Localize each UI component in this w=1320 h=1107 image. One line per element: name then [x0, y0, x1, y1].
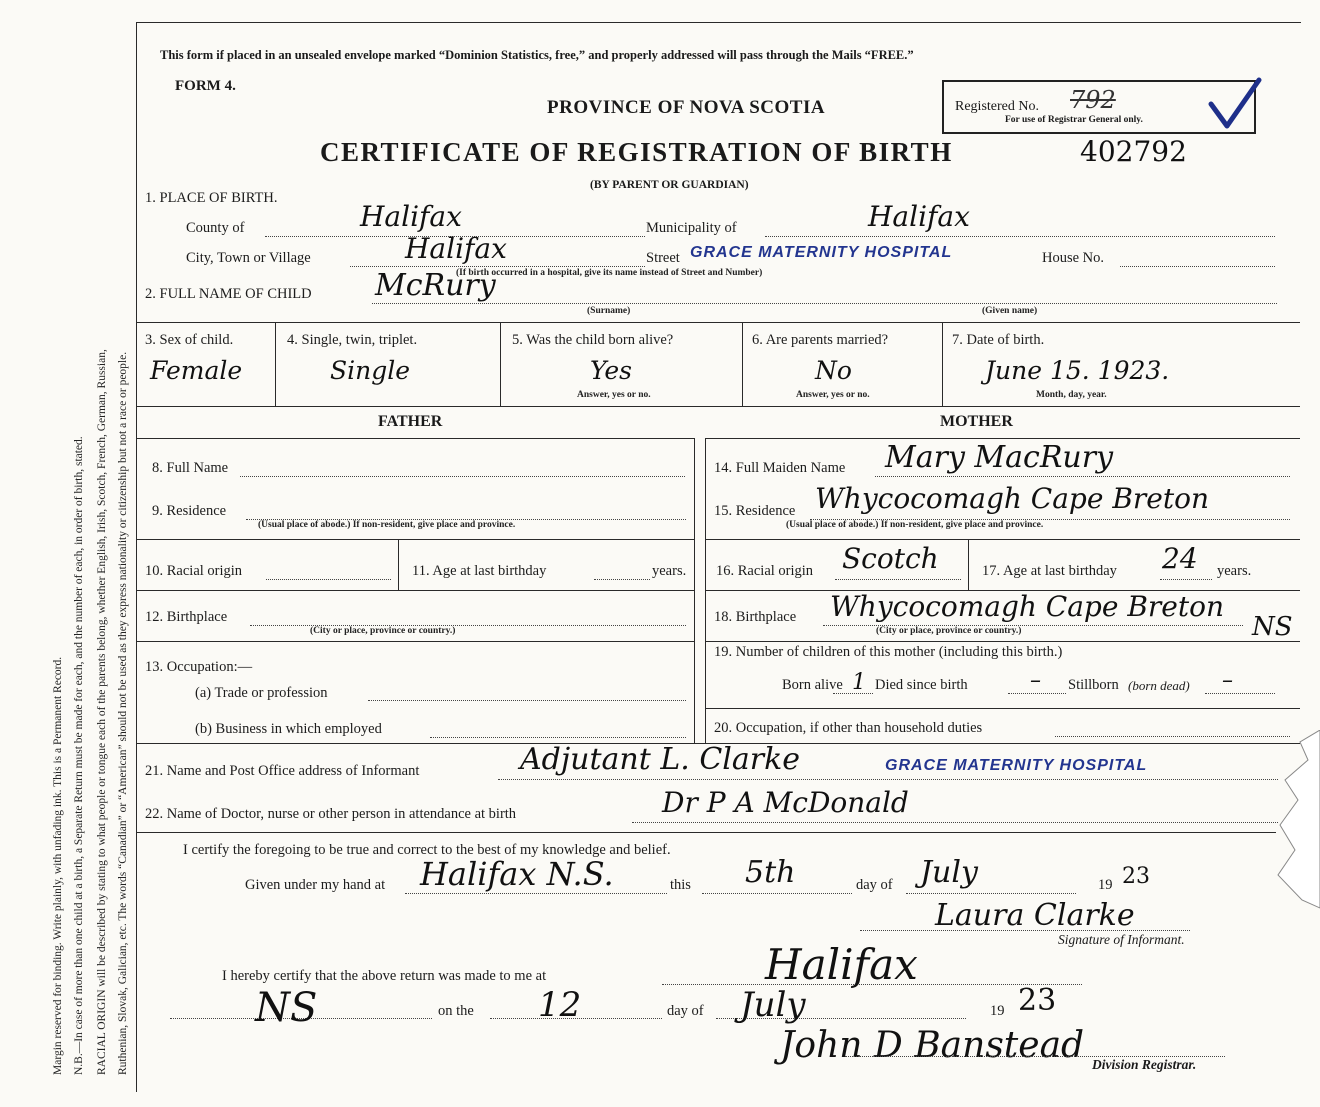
sex-label: 3. Sex of child. [145, 332, 234, 348]
given-place-value: Halifax N.S. [420, 855, 614, 893]
mother-age-line [1160, 579, 1212, 580]
dob-value: June 15. 1923. [985, 356, 1170, 385]
father-residence-label: 9. Residence [152, 503, 227, 519]
stillborn-note: (born dead) [1128, 678, 1190, 693]
certification-statement: I certify the foregoing to be true and correct to the best of my knowledge and belief. [183, 842, 671, 858]
doctor-label: 22. Name of Doctor, nurse or other person in attendance at birth [145, 806, 517, 822]
given-day-line [702, 893, 852, 894]
mother-birthplace-value: Whycocomagh Cape Breton [830, 590, 1224, 623]
left-border [136, 22, 137, 1092]
this-label: this [670, 877, 691, 893]
father-racial-divider [398, 539, 399, 590]
father-name-label: 8. Full Name [152, 460, 229, 476]
stillborn-line [1205, 693, 1275, 694]
municipality-line [765, 236, 1275, 237]
place-of-birth-label: 1. PLACE OF BIRTH. [145, 190, 278, 206]
given-day-of-label: day of [856, 877, 893, 893]
born-alive-label: 5. Was the child born alive? [512, 332, 674, 348]
mother-age-label: 17. Age at last birthday [982, 563, 1117, 579]
given-year-value: 23 [1122, 864, 1150, 889]
mother-name-value: Mary MacRury [885, 440, 1114, 475]
informant-name-value: Adjutant L. Clarke [520, 742, 801, 777]
sex-value: Female [150, 356, 243, 385]
mother-racial-line [835, 579, 961, 580]
married-caption: Answer, yes or no. [796, 390, 870, 400]
informant-label: 21. Name and Post Office address of Informant [145, 763, 420, 779]
mother-birthplace-suffix: NS [1252, 612, 1293, 642]
father-row-rule-3 [136, 641, 694, 642]
province-heading: PROVINCE OF NOVA SCOTIA [547, 97, 826, 118]
doctor-bottom-rule [136, 832, 1276, 833]
informant-line [498, 779, 1278, 780]
city-label: City, Town or Village [186, 250, 311, 266]
stillborn-value: – [1222, 668, 1233, 693]
father-occupation-label: 13. Occupation:— [145, 659, 253, 675]
plurality-value: Single [330, 356, 411, 385]
dob-caption: Month, day, year. [1036, 390, 1107, 400]
registrar-on-the-label: on the [438, 1003, 474, 1019]
informant-signature-line [860, 930, 1190, 931]
died-since-birth-label: Died since birth [875, 677, 968, 693]
registrar-day-of-label: day of [667, 1003, 704, 1019]
father-business-label: (b) Business in which employed [195, 721, 382, 737]
given-day-value: 5th [745, 855, 796, 890]
hospital-note: (If birth occurred in a hospital, give its name instead of Street and Number) [456, 268, 763, 278]
county-label: County of [186, 220, 245, 236]
street-stamp: GRACE MATERNITY HOSPITAL [690, 244, 953, 261]
row3-bottom-rule [136, 406, 1300, 407]
mother-racial-value: Scotch [842, 542, 939, 575]
registrar-statement: I hereby certify that the above return was made to me at [222, 968, 547, 984]
given-year-prefix: 19 [1098, 877, 1113, 893]
father-racial-label: 10. Racial origin [145, 563, 243, 579]
county-value: Halifax [360, 200, 462, 233]
registrar-year-prefix: 19 [990, 1003, 1005, 1019]
house-number-label: House No. [1042, 250, 1105, 266]
born-alive-value: Yes [590, 356, 632, 385]
surname-caption: (Surname) [587, 306, 631, 316]
informant-signature: Laura Clarke [935, 898, 1135, 933]
mother-row-rule-4 [705, 708, 1300, 709]
father-age-label: 11. Age at last birthday [412, 563, 547, 579]
given-name-caption: (Given name) [982, 306, 1038, 316]
father-residence-caption: (Usual place of abode.) If non-resident, give place and province. [258, 520, 516, 530]
mother-birthplace-caption: (City or place, province or country.) [876, 626, 1022, 636]
mother-age-value: 24 [1162, 542, 1198, 575]
row3-divider-4 [942, 322, 943, 406]
mother-racial-divider [968, 539, 969, 590]
parent-divider-a [694, 438, 695, 743]
informant-address-stamp: GRACE MATERNITY HOSPITAL [885, 757, 1148, 774]
mail-notice: This form if placed in an unsealed envelope marked “Dominion Statistics, free,” and properly addressed will pass through the Mails “FREE.” [160, 48, 914, 62]
father-heading: FATHER [378, 413, 443, 430]
registrar-month-value: July [740, 985, 806, 1025]
certificate-number: 402792 [1080, 135, 1187, 168]
born-alive-count-value: 1 [852, 670, 866, 695]
given-month-value: July [920, 855, 978, 890]
registrar-caption: Division Registrar. [1092, 1057, 1197, 1072]
margin-racial-note-2: Ruthenian, Slovak, Galician, etc. The words “Canadian” or “American” should not be used as they express nationality or citizenship but not a race or people. [117, 351, 129, 1075]
mother-name-line [875, 476, 1290, 477]
top-border [136, 22, 1301, 23]
child-name-line [372, 303, 1277, 304]
registrar-day-value: 12 [538, 985, 582, 1025]
mother-birthplace-label: 18. Birthplace [714, 609, 797, 625]
mother-heading: MOTHER [940, 413, 1013, 430]
row3-divider-2 [500, 322, 501, 406]
row3-divider-1 [275, 322, 276, 406]
certificate-subtitle: (BY PARENT OR GUARDIAN) [590, 179, 749, 191]
father-name-line [240, 476, 685, 477]
father-birthplace-label: 12. Birthplace [145, 609, 228, 625]
child-surname-value: McRury [375, 268, 496, 303]
torn-edge [1240, 730, 1320, 935]
dob-label: 7. Date of birth. [952, 332, 1045, 348]
registrar-ref-value: NS [255, 985, 318, 1031]
father-racial-line [266, 579, 391, 580]
children-count-label: 19. Number of children of this mother (including this birth.) [714, 644, 1063, 660]
father-trade-line [368, 700, 686, 701]
street-label: Street [646, 250, 680, 266]
mother-name-label: 14. Full Maiden Name [714, 460, 846, 476]
father-row-rule-2 [136, 590, 694, 591]
certificate-title: CERTIFICATE OF REGISTRATION OF BIRTH [320, 137, 953, 167]
registrar-place-value: Halifax [765, 940, 918, 989]
row3-top-rule [136, 322, 1300, 323]
father-birthplace-caption: (City or place, province or country.) [310, 626, 456, 636]
father-heading-rule [136, 438, 694, 439]
father-trade-label: (a) Trade or profession [195, 685, 328, 701]
father-age-line [594, 579, 650, 580]
registrar-year-value: 23 [1018, 983, 1057, 1018]
mother-residence-value: Whycocomagh Cape Breton [815, 482, 1209, 515]
mother-heading-rule [705, 438, 1300, 439]
house-line [1120, 266, 1275, 267]
child-name-label: 2. FULL NAME OF CHILD [145, 286, 312, 302]
form-number: FORM 4. [175, 78, 236, 94]
died-since-birth-line [1008, 693, 1066, 694]
margin-binding-note: Margin reserved for binding. Write plainly, with unfading ink. This is a Permanent Record. [52, 656, 64, 1075]
plurality-label: 4. Single, twin, triplet. [287, 332, 418, 348]
check-mark-icon [1205, 74, 1265, 139]
mother-residence-label: 15. Residence [714, 503, 796, 519]
died-since-birth-value: – [1030, 668, 1041, 693]
mother-racial-label: 16. Racial origin [716, 563, 814, 579]
married-value: No [815, 356, 852, 385]
registrar-signature: John D Banstead [780, 1025, 1085, 1066]
municipality-label: Municipality of [646, 220, 737, 236]
mother-row-rule-3 [705, 641, 1300, 642]
doctor-value: Dr P A McDonald [662, 786, 909, 819]
mother-age-unit: years. [1217, 563, 1252, 579]
father-age-unit: years. [652, 563, 687, 579]
given-month-line [906, 893, 1076, 894]
city-value: Halifax [405, 232, 507, 265]
margin-nb-note: N.B.—In case of more than one child at a birth, a Separate Return must be made for each, and the number of each, in order of birth, stated. [73, 436, 85, 1075]
row3-divider-3 [742, 322, 743, 406]
registrar-note: For use of Registrar General only. [1005, 115, 1143, 125]
stillborn-label: Stillborn [1068, 677, 1119, 693]
born-alive-count-label: Born alive [782, 677, 843, 693]
father-row-rule-1 [136, 539, 694, 540]
signature-caption: Signature of Informant. [1058, 932, 1185, 947]
registered-value: 792 [1070, 86, 1116, 114]
city-line [350, 266, 645, 267]
mother-occupation-label: 20. Occupation, if other than household duties [714, 720, 983, 736]
registered-label: Registered No. [955, 99, 1039, 114]
married-label: 6. Are parents married? [752, 332, 889, 348]
born-alive-caption: Answer, yes or no. [577, 390, 651, 400]
municipality-value: Halifax [868, 200, 970, 233]
given-under-hand-label: Given under my hand at [245, 877, 386, 893]
margin-racial-note-1: RACIAL ORIGIN will be described by stating to what people or tongue each of the parents belong, whether English, Irish, Scotch, French, German, Russian, [96, 349, 108, 1075]
mother-row-rule-1 [705, 539, 1300, 540]
doctor-line [632, 822, 1278, 823]
given-place-line [405, 893, 667, 894]
father-business-line [430, 737, 686, 738]
mother-residence-caption: (Usual place of abode.) If non-resident, give place and province. [786, 520, 1044, 530]
